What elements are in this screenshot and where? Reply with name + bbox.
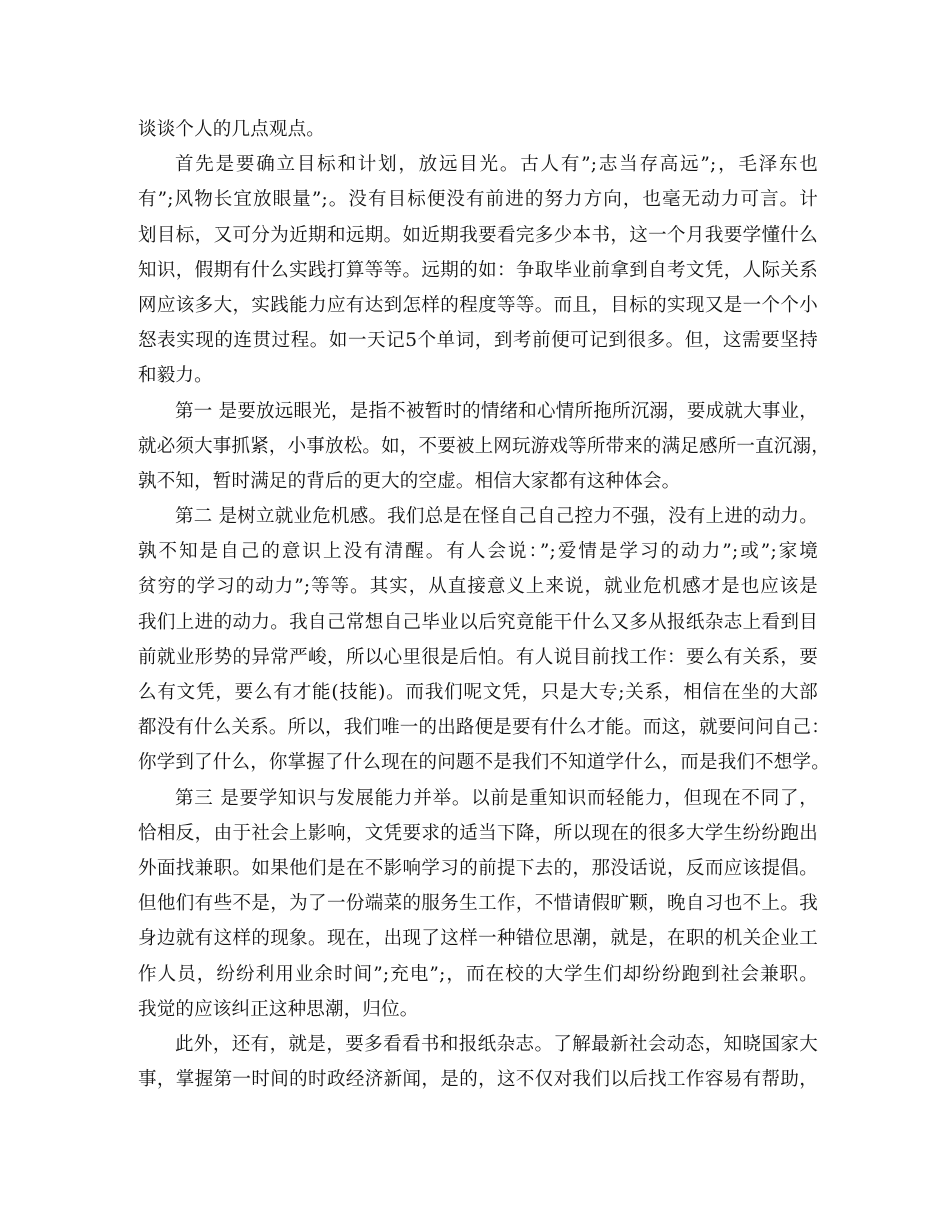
text-line: 都没有什么关系。所以，我们唯一的出路便是要有什么才能。而这，就要问问自己： [138, 717, 830, 739]
text-line: 但他们有些不是，为了一份端菜的服务生工作，不惜请假旷颗，晚自习也不上。我 [138, 893, 818, 915]
text-line: 你学到了什么，你掌握了什么现在的问题不是我们不知道学什么，而是我们不想学。 [138, 752, 830, 774]
text-line: 事，掌握第一时间的时政经济新闻，是的，这不仅对我们以后找工作容易有帮助， [138, 1069, 818, 1091]
document-body [138, 112, 830, 1097]
text-line: 孰不知，暂时满足的背后的更大的空虚。相信大家都有这种体会。 [138, 470, 681, 492]
text-line: 首先是要确立目标和计划，放远目光。古人有”;志当存高远”;，毛泽东也 [175, 154, 818, 176]
text-line: 身边就有这样的现象。现在，出现了这样一种错位思潮，就是，在职的机关企业工 [138, 928, 818, 950]
text-line: 前就业形势的异常严峻，所以心里很是后怕。有人说目前找工作：要么有关系，要 [138, 646, 818, 668]
text-line: 和毅力。 [138, 365, 213, 387]
text-line: 我觉的应该纠正这种思潮，归位。 [138, 998, 419, 1020]
text-line: 作人员，纷纷利用业余时间”;充电”;，而在校的大学生们却纷纷跑到社会兼职。 [138, 963, 818, 985]
text-line: 贫穷的学习的动力”;等等。其实，从直接意义上来说，就业危机感才是也应该是 [138, 576, 818, 598]
text-line: 划目标，又可分为近期和远期。如近期我要看完多少本书，这一个月我要学懂什么 [138, 224, 818, 246]
text-line: 有”;风物长宜放眼量”;。没有目标便没有前进的努力方向，也毫无动力可言。计 [138, 189, 818, 211]
text-line: 网应该多大，实践能力应有达到怎样的程度等等。而且，目标的实现又是一个个小 [138, 294, 818, 316]
text-line: 就必须大事抓紧，小事放松。如，不要被上网玩游戏等所带来的满足感所一直沉溺， [138, 435, 830, 457]
text-line: 外面找兼职。如果他们是在不影响学习的前提下去的，那没话说，反而应该提倡。 [138, 857, 818, 879]
text-line: 第三 是要学知识与发展能力并举。以前是重知识而轻能力，但现在不同了， [175, 787, 818, 809]
text-line: 怒表实现的连贯过程。如一天记5个单词，到考前便可记到很多。但，这需要坚持 [138, 330, 818, 352]
text-line: 恰相反，由于社会上影响，文凭要求的适当下降，所以现在的很多大学生纷纷跑出 [138, 822, 818, 844]
text-line: 么有文凭，要么有才能(技能)。而我们呢文凭，只是大专;关系，相信在坐的大部 [138, 682, 818, 703]
text-line: 孰不知是自己的意识上没有清醒。有人会说：”;爱情是学习的动力”;或”;家境 [138, 541, 818, 563]
text-line: 谈谈个人的几点观点。 [138, 119, 326, 140]
text-line: 第一 是要放远眼光，是指不被暂时的情绪和心情所拖所沉溺，要成就大事业， [175, 400, 818, 422]
text-line: 此外，还有，就是，要多看看书和报纸杂志。了解最新社会动态，知晓国家大 [175, 1033, 818, 1055]
text-line: 第二 是树立就业危机感。我们总是在怪自己自己控力不强，没有上进的动力。 [175, 506, 818, 528]
text-line: 我们上进的动力。我自己常想自己毕业以后究竟能干什么又多从报纸杂志上看到目 [138, 611, 818, 633]
text-line: 知识，假期有什么实践打算等等。远期的如：争取毕业前拿到自考文凭，人际关系 [138, 259, 818, 281]
